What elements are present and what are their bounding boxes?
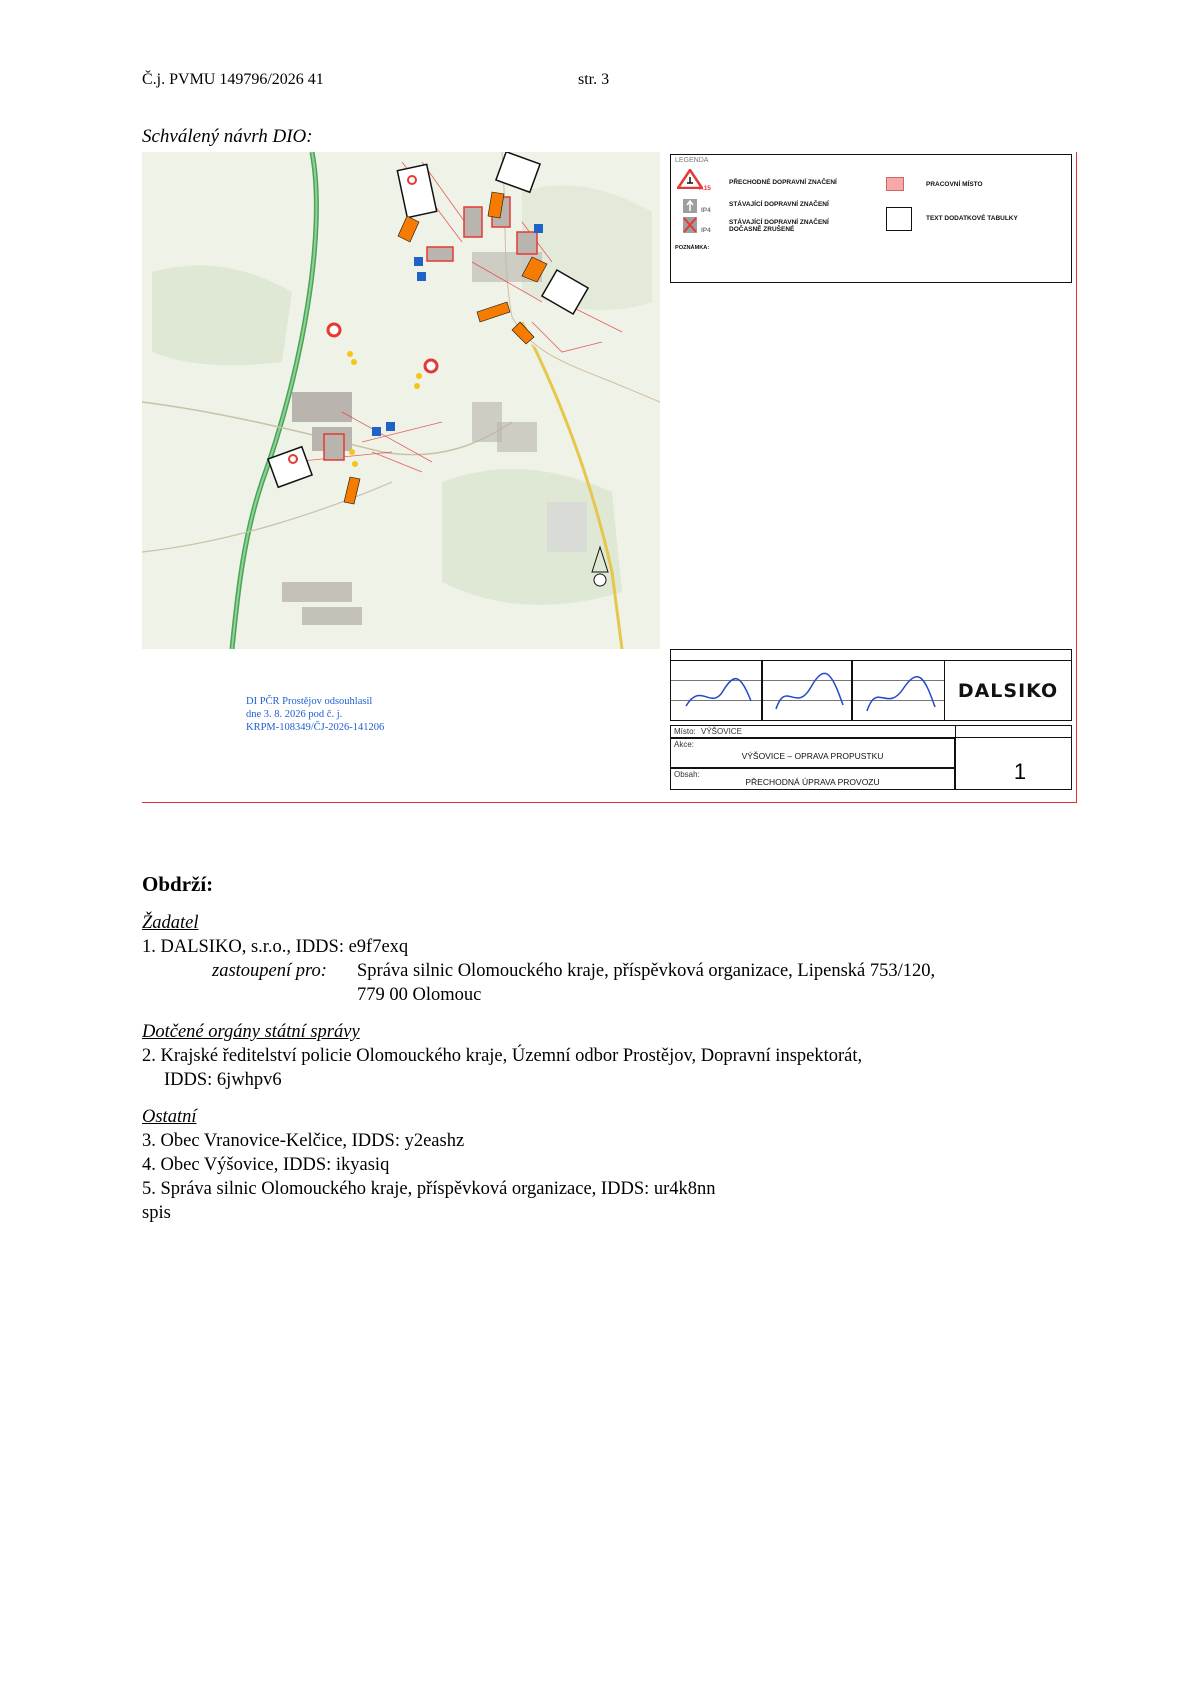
place-label: Místo: bbox=[674, 727, 696, 736]
action-row bbox=[670, 738, 955, 768]
company-logo: DALSIKO bbox=[945, 661, 1072, 721]
legend-label-existing-signs: STÁVAJÍCÍ DOPRAVNÍ ZNAČENÍ bbox=[729, 201, 829, 208]
legend-box bbox=[670, 154, 1072, 283]
signature-cell bbox=[670, 661, 762, 721]
place-value: VÝŠOVICE bbox=[701, 727, 742, 736]
legend-code-ip4-cancelled: IP4 bbox=[701, 227, 711, 234]
legend-label-temporary-signs: PŘECHODNÉ DOPRAVNÍ ZNAČENÍ bbox=[729, 179, 837, 186]
map-image bbox=[142, 152, 660, 649]
legend-notes-title: POZNÁMKA: bbox=[675, 245, 710, 251]
signature-cell bbox=[852, 661, 945, 721]
legend-label-supplementary-text: TEXT DODATKOVÉ TABULKY bbox=[926, 215, 1018, 222]
approval-line: DI PČR Prostějov odsouhlasil bbox=[246, 696, 373, 707]
legend-code-ip4: IP4 bbox=[701, 207, 711, 214]
legend-code-a15: A15 bbox=[699, 185, 711, 192]
recipient-4: 4. Obec Výšovice, IDDS: ikyasiq bbox=[142, 1155, 390, 1175]
drawing-title-block bbox=[670, 649, 1072, 797]
signature-scribble bbox=[681, 671, 761, 719]
representation-text-cont: 779 00 Olomouc bbox=[357, 985, 482, 1005]
action-label: Akce: bbox=[674, 740, 695, 749]
others-heading: Ostatní bbox=[142, 1107, 197, 1127]
legend-title: LEGENDA bbox=[675, 157, 709, 164]
recipient-5: 5. Správa silnic Olomouckého kraje, příspěvková organizace, IDDS: ur4k8nn bbox=[142, 1179, 716, 1199]
recipients-title: Obdrží: bbox=[142, 872, 214, 896]
reference-number: Č.j. PVMU 149796/2026 41 bbox=[142, 71, 324, 88]
content-label: Obsah: bbox=[674, 770, 700, 779]
traffic-plan-drawing bbox=[142, 152, 1077, 803]
signature-cell bbox=[762, 661, 852, 721]
representation-text: Správa silnic Olomouckého kraje, příspěvková organizace, Lipenská 753/120, bbox=[357, 961, 936, 981]
representation-label: zastoupení pro: bbox=[212, 961, 327, 981]
approval-line: dne 3. 8. 2026 pod č. j. bbox=[246, 709, 343, 720]
legend-notes bbox=[675, 245, 1067, 252]
applicant-heading: Žadatel bbox=[142, 913, 199, 933]
signature-scribble bbox=[859, 669, 943, 719]
police-approval-note bbox=[246, 695, 466, 734]
content-row bbox=[670, 768, 955, 790]
recipient-2-idds: IDDS: 6jwhpv6 bbox=[164, 1070, 282, 1090]
recipient-1: 1. DALSIKO, s.r.o., IDDS: e9f7exq bbox=[142, 937, 409, 957]
firm-info-strip bbox=[670, 649, 1072, 661]
file-note: spis bbox=[142, 1203, 171, 1223]
signature-scribble bbox=[771, 669, 851, 719]
cancelled-sign-icon bbox=[683, 217, 697, 233]
recipient-3: 3. Obec Vranovice-Kelčice, IDDS: y2eashz bbox=[142, 1131, 465, 1151]
authorities-heading: Dotčené orgány státní správy bbox=[142, 1022, 360, 1042]
supplementary-plate-icon bbox=[886, 207, 912, 231]
legend-label-work-zone: PRACOVNÍ MÍSTO bbox=[926, 181, 983, 188]
section-subtitle: Schválený návrh DIO: bbox=[142, 126, 313, 147]
legend-label-cancelled-signs: STÁVAJÍCÍ DOPRAVNÍ ZNAČENÍ DOČASNĚ ZRUŠENÉ bbox=[729, 219, 829, 233]
recipient-2: 2. Krajské ředitelství policie Olomouckého kraje, Územní odbor Prostějov, Dopravní inspektorát, bbox=[142, 1046, 863, 1066]
page-number: str. 3 bbox=[578, 71, 610, 88]
work-zone-swatch bbox=[886, 177, 904, 191]
action-value: VÝŠOVICE – OPRAVA PROPUSTKU bbox=[741, 751, 884, 761]
content-value: PŘECHODNÁ ÚPRAVA PROVOZU bbox=[745, 777, 880, 787]
approval-line: KRPM-108349/ČJ-2026-141206 bbox=[246, 722, 385, 733]
sheet-number: 1 bbox=[1013, 759, 1027, 784]
arrow-sign-icon bbox=[683, 199, 697, 213]
